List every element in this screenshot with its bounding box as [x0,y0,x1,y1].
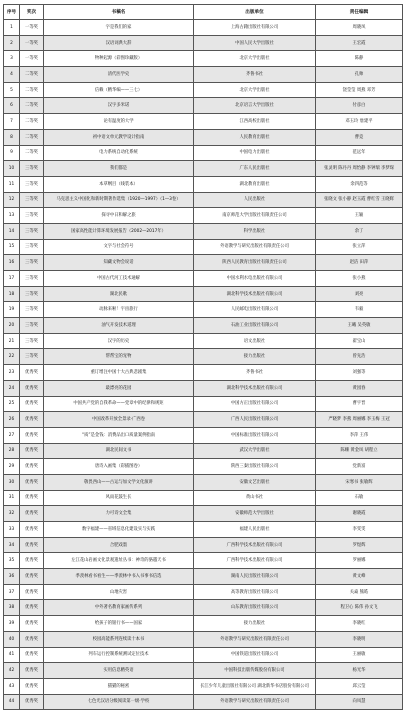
editor-cell: 陈姗 黄金凤 胡程立 [316,443,403,459]
table-row [4,271,403,287]
table-row [4,600,403,616]
serial-cell: 20 [4,318,20,334]
table-row [4,286,403,302]
award-cell: 优秀奖 [20,537,44,553]
book-title-cell: 中国共产党的自我革命——党章中的纪律和规矩 [44,396,194,412]
publisher-cell: 福建人民出版社 [194,522,316,538]
editor-cell: 饶莹莹 周燕 邓芳 [316,82,403,98]
serial-cell: 7 [4,114,20,130]
book-title-cell: 重订增注中国十大古典悲剧集 [44,365,194,381]
editor-cell: 邓玉玲 詹建平 [316,114,403,130]
table-row [4,522,403,538]
award-cell: 优秀奖 [20,522,44,538]
award-cell: 二等奖 [20,67,44,83]
award-cell: 三等奖 [20,161,44,177]
header-book-title: 书稿名 [44,5,194,20]
serial-cell: 6 [4,98,20,114]
serial-cell: 15 [4,239,20,255]
table-row [4,51,403,67]
table-row [4,474,403,490]
publisher-cell: 高等教育出版社有限公司 [194,584,316,600]
serial-cell: 41 [4,647,20,663]
editor-cell: 程卫心 陈伟 孙文飞 [316,600,403,616]
book-title-cell: 物种起源（彩图珍藏版） [44,51,194,67]
serial-cell: 17 [4,271,20,287]
book-title-cell: 电力系统自动化系统 [44,145,194,161]
publisher-cell: 北京语言大学出版社 [194,98,316,114]
award-cell: 二等奖 [20,82,44,98]
serial-cell: 22 [4,349,20,365]
book-title-cell: 中国改革开放全景录·广西卷 [44,412,194,428]
award-cell: 三等奖 [20,286,44,302]
book-title-cell: 最漂亮的花园 [44,380,194,396]
editor-cell: 罗丽娜 [316,553,403,569]
award-cell: 二等奖 [20,98,44,114]
book-title-cell: 季羡林看书看生——季羡林中书入书事书信选 [44,569,194,585]
award-cell: 三等奖 [20,271,44,287]
award-cell: 三等奖 [20,318,44,334]
publisher-cell: 广西科学技术出版社有限公司 [194,553,316,569]
award-cell: 优秀奖 [20,616,44,632]
publisher-cell: 北京大学出版社 [194,82,316,98]
table-row [4,129,403,145]
editor-cell: 宋寒书 张敏辉 [316,474,403,490]
editor-cell: 杨光华 [316,663,403,679]
table-row [4,333,403,349]
serial-cell: 34 [4,537,20,553]
book-title-cell: 马克思主义中国化和新时期著作选集（1920—1997）（1—3卷） [44,192,194,208]
editor-cell: 余丁 [316,223,403,239]
book-title-cell: 中外著名教育家画传系列 [44,600,194,616]
publisher-cell: 广西科学技术出版社有限公司 [194,537,316,553]
publisher-cell: 人民出版社 [194,192,316,208]
editor-cell: 谢晓霞 [316,506,403,522]
table-row [4,114,403,130]
publisher-cell: 语文出版社 [194,333,316,349]
editor-cell: 孔帅 [316,67,403,83]
serial-cell: 29 [4,459,20,475]
serial-cell: 26 [4,412,20,428]
publisher-cell: 江西高校出版社 [194,114,316,130]
book-title-cell: 山地灾害 [44,584,194,600]
book-title-cell: 信赖（精华编——三七） [44,82,194,98]
book-title-cell: 列车运行控制系统测试定位技术 [44,647,194,663]
editor-cell: 黄园春 [316,380,403,396]
award-cell: 优秀奖 [20,474,44,490]
table-row [4,318,403,334]
serial-cell: 25 [4,396,20,412]
book-title-cell: 风雨花鼓生长 [44,490,194,506]
serial-cell: 21 [4,333,20,349]
editor-cell: 张立萍 [316,239,403,255]
publisher-cell: 外语教学与研究出版社有限责任公司 [194,239,316,255]
award-cell: 优秀奖 [20,584,44,600]
table-row [4,82,403,98]
book-title-cell: 动脉来啦！宇宙旅行 [44,302,194,318]
award-cell: 优秀奖 [20,459,44,475]
award-cell: 一等奖 [20,20,44,36]
award-cell: 三等奖 [20,176,44,192]
serial-cell: 24 [4,380,20,396]
publisher-cell: 陕西人民教育出版社有限责任公司 [194,255,316,271]
table-row [4,631,403,647]
award-cell: 一等奖 [20,35,44,51]
table-header [4,5,403,20]
serial-cell: 42 [4,663,20,679]
award-cell: 优秀奖 [20,663,44,679]
header-editor: 责任编辑 [316,5,403,20]
book-title-cell: 湖北民歌 [44,286,194,302]
table-row [4,506,403,522]
publisher-cell: 齐鲁书社 [194,365,316,381]
editor-cell: 余四范等 [316,176,403,192]
publisher-cell: 湖南人民出版社有限公司 [194,569,316,585]
serial-cell: 5 [4,82,20,98]
editor-cell: 陈静 [316,51,403,67]
book-title-cell: 油气开发技术道理 [44,318,194,334]
award-list-sheet [3,4,402,710]
serial-cell: 16 [4,255,20,271]
table-row [4,161,403,177]
header-serial: 序号 [4,5,20,20]
award-cell: 三等奖 [20,255,44,271]
book-title-cell: 合肥戏墨 [44,537,194,553]
award-cell: 优秀奖 [20,647,44,663]
award-cell: 优秀奖 [20,569,44,585]
award-cell: 优秀奖 [20,631,44,647]
serial-cell: 31 [4,490,20,506]
serial-cell: 33 [4,522,20,538]
table-row [4,349,403,365]
editor-cell: 翟宝山 [316,333,403,349]
book-title-cell: 猫猫的秘密 [44,678,194,694]
editor-cell: 王丽敏 [316,647,403,663]
book-title-cell: 初中语文单元教学设计指南 [44,129,194,145]
award-list-table [3,4,403,710]
editor-cell: 曹宇晋 [316,396,403,412]
serial-cell: 39 [4,616,20,632]
table-row [4,490,403,506]
book-title-cell: 探寻中日和解之旅 [44,208,194,224]
editor-cell: 党新富 [316,459,403,475]
publisher-cell: 中国标准出版社有限公司 [194,427,316,443]
table-row [4,584,403,600]
serial-cell: 10 [4,161,20,177]
editor-cell: 王颖 [316,208,403,224]
table-row [4,239,403,255]
book-title-cell: 国家高性能计算环境发展报告（2002—2017年） [44,223,194,239]
book-title-cell: 清代医学史 [44,67,194,83]
serial-cell: 32 [4,506,20,522]
editor-cell: 张灵明 陈丹丹 周怡静 李钟瑞 李梦琛 [316,161,403,177]
editor-cell: 付彦白 [316,98,403,114]
publisher-cell: 武汉大学出版社 [194,443,316,459]
table-row [4,145,403,161]
publisher-cell: 中国电力出版社 [194,145,316,161]
book-title-cell: 校园高能系列连续读十本书 [44,631,194,647]
publisher-cell: 湖北科学技术出版社有限公司 [194,380,316,396]
award-cell: 优秀奖 [20,600,44,616]
book-title-cell: 知藏文物会说话 [44,255,194,271]
serial-cell: 44 [4,694,20,710]
award-cell: 三等奖 [20,239,44,255]
table-row [4,208,403,224]
table-row [4,176,403,192]
table-row [4,20,403,36]
award-cell: 一等奖 [20,51,44,67]
table-row [4,459,403,475]
award-cell: 二等奖 [20,129,44,145]
serial-cell: 40 [4,631,20,647]
publisher-cell: 外语教学与研究出版社有限责任公司 [194,631,316,647]
serial-cell: 9 [4,145,20,161]
table-row [4,35,403,51]
header-publisher: 出版单位 [194,5,316,20]
publisher-cell: 广东人民出版社 [194,161,316,177]
book-title-cell: 文字与社会符号 [44,239,194,255]
header-award: 奖次 [20,5,44,20]
publisher-cell: 石油工业出版社有限公司 [194,318,316,334]
table-row [4,98,403,114]
table-row [4,616,403,632]
table-row [4,223,403,239]
editor-cell: 张小燕 [316,271,403,287]
award-cell: 三等奖 [20,223,44,239]
publisher-cell: 科学出版社 [194,223,316,239]
book-title-cell: 帮帮宝的宠物 [44,349,194,365]
book-title-cell: 数字福建——省域信息化建设实与实践 [44,522,194,538]
table-row [4,694,403,710]
editor-cell: 韦毅 [316,302,403,318]
book-title-cell: 给孩子的银行书——国家 [44,616,194,632]
book-title-cell: “质”是金钱：消费品出口质量案例指南 [44,427,194,443]
publisher-cell: 湖北科学技术出版社有限公司 [194,286,316,302]
serial-cell: 35 [4,553,20,569]
serial-cell: 12 [4,192,20,208]
serial-cell: 23 [4,365,20,381]
book-title-cell: 湖北民间文书 [44,443,194,459]
publisher-cell: 中国水利水电出版社有限公司 [194,271,316,287]
book-title-cell: 汉字的历史 [44,333,194,349]
publisher-cell: 黄山书社 [194,490,316,506]
editor-cell: 王宏霞 [316,35,403,51]
award-cell: 优秀奖 [20,443,44,459]
book-title-cell: 本草纲目（线装本） [44,176,194,192]
award-cell: 三等奖 [20,192,44,208]
publisher-cell: 安徽师范大学出版社 [194,506,316,522]
publisher-cell: 长江少年儿童出版社有限公司 湖北新华书店股份有限公司 [194,678,316,694]
book-title-cell: 敬畏西山——古运与加文学文化演讲 [44,474,194,490]
award-cell: 三等奖 [20,349,44,365]
table-row [4,365,403,381]
book-title-cell: 唐诗入画集（彩插图卷） [44,459,194,475]
book-title-cell: 左江花山岩画文化景观遗址丛书：神奇的骆越天书 [44,553,194,569]
award-cell: 优秀奖 [20,365,44,381]
editor-cell: 李晓明 [316,631,403,647]
award-cell: 优秀奖 [20,380,44,396]
book-title-cell: 中国古代河工技术通解 [44,271,194,287]
award-cell: 优秀奖 [20,506,44,522]
award-cell: 优秀奖 [20,694,44,710]
publisher-cell: 中国方正出版社有限公司 [194,396,316,412]
editor-cell: 王曦 吴英敏 [316,318,403,334]
publisher-cell: 接力出版社 [194,616,316,632]
serial-cell: 13 [4,208,20,224]
award-cell: 三等奖 [20,333,44,349]
serial-cell: 11 [4,176,20,192]
serial-cell: 19 [4,302,20,318]
award-cell: 二等奖 [20,114,44,130]
serial-cell: 8 [4,129,20,145]
table-row [4,537,403,553]
editor-cell: 关焱 熊皓 [316,584,403,600]
publisher-cell: 北京大学出版社 [194,51,316,67]
table-row [4,396,403,412]
publisher-cell: 安徽文艺出版社 [194,474,316,490]
serial-cell: 36 [4,569,20,585]
publisher-cell: 上海古籍出版社有限公司 [194,20,316,36]
award-cell: 优秀奖 [20,490,44,506]
table-row [4,663,403,679]
table-row [4,302,403,318]
editor-cell: 刘强等 [316,365,403,381]
book-title-cell: 力可诗文全集 [44,506,194,522]
editor-cell: 周晓凤 [316,20,403,36]
serial-cell: 18 [4,286,20,302]
table-row [4,569,403,585]
book-title-cell: 字是我们的家 [44,20,194,36]
editor-cell: 李晓红 [316,616,403,632]
publisher-cell: 中国人民大学出版社 [194,35,316,51]
award-cell: 优秀奖 [20,427,44,443]
award-cell: 三等奖 [20,302,44,318]
publisher-cell: 接力出版社 [194,349,316,365]
table-row [4,427,403,443]
editor-cell: 黄文峰 [316,569,403,585]
book-title-cell: 实用信息精英语 [44,663,194,679]
publisher-cell: 人民教育出版社 [194,129,316,145]
editor-cell: 赵洁 田萍 [316,255,403,271]
editor-cell: 张晓文 张小静 赵玉霞 曹红雪 王晓辉 [316,192,403,208]
serial-cell: 38 [4,600,20,616]
publisher-cell: 中国铁道出版社有限公司 [194,647,316,663]
serial-cell: 37 [4,584,20,600]
editor-cell: 罗煜辉 [316,537,403,553]
editor-cell: 石敏 [316,490,403,506]
publisher-cell: 湖北教育出版社 [194,176,316,192]
award-cell: 优秀奖 [20,553,44,569]
publisher-cell: 广西人民出版社有限公司 [194,412,316,428]
editor-cell: 刘亮 [316,286,403,302]
publisher-cell: 山东教育出版社有限公司 [194,600,316,616]
serial-cell: 4 [4,67,20,83]
serial-cell: 30 [4,474,20,490]
publisher-cell: 南京师范大学出版社有限责任公司 [194,208,316,224]
book-title-cell: 七色光汉语分级阅读第一级·学校 [44,694,194,710]
publisher-cell: 中国科技出版传媒股份有限公司 [194,663,316,679]
book-title-cell: 汉字多米诺 [44,98,194,114]
table-row [4,553,403,569]
publisher-cell: 人民邮电出版社有限公司 [194,302,316,318]
table-row [4,678,403,694]
editor-cell: 邱云莹 [316,678,403,694]
serial-cell: 3 [4,51,20,67]
award-cell: 二等奖 [20,145,44,161]
editor-cell: 李雯雯 [316,522,403,538]
header-row [4,5,403,20]
serial-cell: 2 [4,35,20,51]
editor-cell: 向凤慧 [316,694,403,710]
table-row [4,380,403,396]
table-row [4,412,403,428]
table-row [4,192,403,208]
publisher-cell: 陕西三秦出版社有限公司 [194,459,316,475]
award-cell: 优秀奖 [20,678,44,694]
book-title-cell: 论有温度的大学 [44,114,194,130]
editor-cell: 范远年 [316,145,403,161]
table-row [4,255,403,271]
editor-cell: 曹竞 [316,129,403,145]
serial-cell: 28 [4,443,20,459]
editor-cell: 李萍 王伟 [316,427,403,443]
publisher-cell: 齐鲁书社 [194,67,316,83]
editor-cell: 严晓梦 李燕 周丽娜 李玉梅 王冠 [316,412,403,428]
serial-cell: 43 [4,678,20,694]
award-cell: 优秀奖 [20,396,44,412]
table-row [4,443,403,459]
table-row [4,67,403,83]
table-row [4,647,403,663]
serial-cell: 27 [4,427,20,443]
award-cell: 优秀奖 [20,412,44,428]
editor-cell: 曾先浩 [316,349,403,365]
serial-cell: 1 [4,20,20,36]
award-cell: 三等奖 [20,208,44,224]
publisher-cell: 外语教学与研究出版社有限责任公司 [194,694,316,710]
book-title-cell: 我们都是 [44,161,194,177]
table-body [4,20,403,710]
serial-cell: 14 [4,223,20,239]
book-title-cell: 汉语词典大辞 [44,35,194,51]
